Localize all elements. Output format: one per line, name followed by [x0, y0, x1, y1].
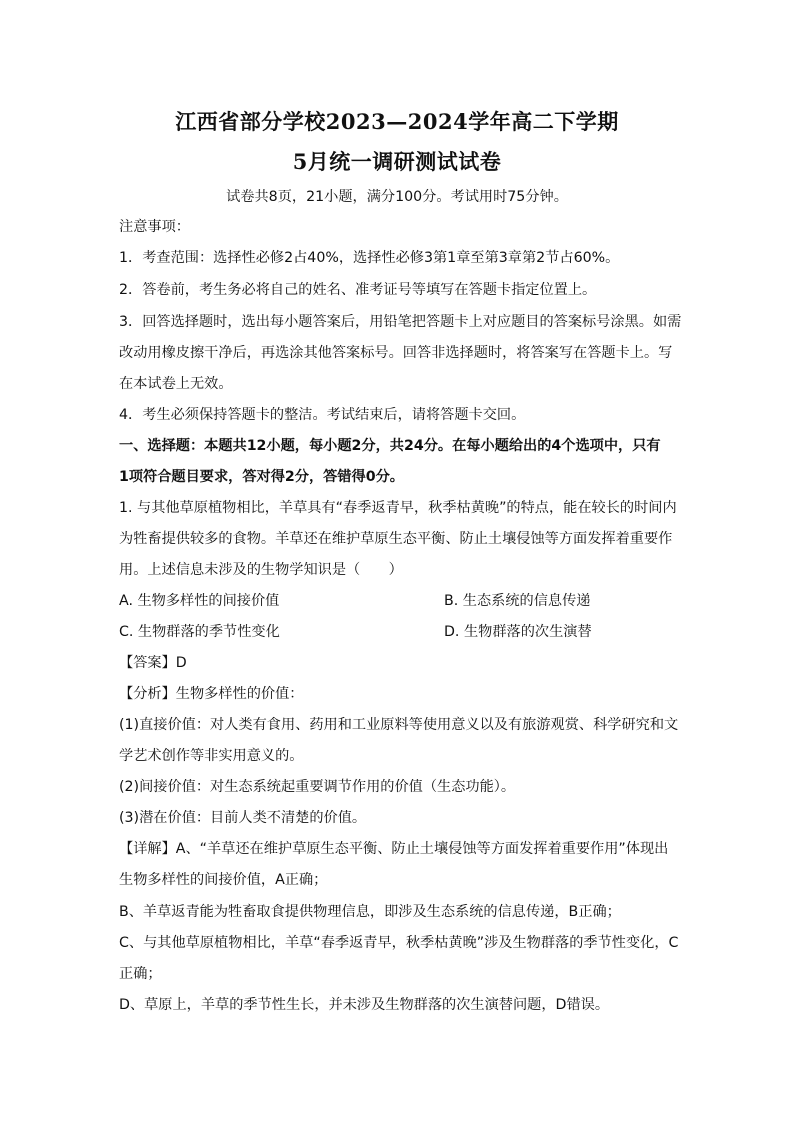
note-item: 4．考生必须保持答题卡的整洁。考试结束后，请将答题卡交回。 — [119, 407, 526, 423]
exam-title-line1: 江西省部分学校2023—2024学年高二下学期 — [175, 109, 619, 134]
option-a: A. 生物多样性的间接价值 — [119, 593, 280, 609]
section-heading: 一、选择题：本题共12小题，每小题2分，共24分。在每小题给出的4个选项中，只有 — [119, 438, 661, 454]
option-c: C. 生物群落的季节性变化 — [119, 624, 280, 640]
analysis-line: (2)间接价值：对生态系统起重要调节作用的价值（生态功能）。 — [119, 779, 516, 795]
exam-title-line2: 5月统一调研测试试卷 — [292, 149, 502, 174]
note-item: 1．考查范围：选择性必修2占40%，选择性必修3第1章至第3章第2节占60%。 — [119, 250, 620, 266]
question-stem: 1. 与其他草原植物相比，羊草具有“春季返青早，秋季枯黄晚”的特点，能在较长的时间内 — [119, 500, 677, 516]
detail-line: C、与其他草原植物相比，羊草“春季返青早，秋季枯黄晚”涉及生物群落的季节性变化，C — [119, 935, 679, 951]
answer-line: 【答案】D — [119, 655, 187, 671]
note-item: 在本试卷上无效。 — [119, 376, 233, 392]
note-item: 改动用橡皮擦干净后，再选涂其他答案标号。回答非选择题时，将答案写在答题卡上。写 — [119, 345, 673, 361]
detail-line: 正确； — [119, 966, 162, 982]
detail-line: B、羊草返青能为牲畜取食提供物理信息，即涉及生态系统的信息传递，B正确； — [119, 904, 621, 920]
analysis-line: 【分析】生物多样性的价值： — [119, 686, 304, 702]
option-b: B. 生态系统的信息传递 — [444, 593, 591, 609]
detail-line: 【详解】A、“羊草还在维护草原生态平衡、防止土壤侵蚀等方面发挥着重要作用”体现出 — [119, 841, 669, 857]
question-stem: 为牲畜提供较多的食物。羊草还在维护草原生态平衡、防止土壤侵蚀等方面发挥着重要作 — [119, 531, 673, 547]
note-item: 3．回答选择题时，选出每小题答案后，用铅笔把答题卡上对应题目的答案标号涂黑。如需 — [119, 314, 682, 330]
section-heading-cont: 1项符合题目要求，答对得2分，答错得0分。 — [119, 469, 404, 485]
exam-subtitle: 试卷共8页，21小题，满分100分。考试用时75分钟。 — [226, 189, 568, 205]
detail-line: D、草原上，羊草的季节性生长，并未涉及生物群落的次生演替问题，D错误。 — [119, 997, 610, 1013]
option-d: D. 生物群落的次生演替 — [444, 624, 592, 640]
analysis-line: (3)潜在价值：目前人类不清楚的价值。 — [119, 810, 367, 826]
question-stem: 用。上述信息未涉及的生物学知识是（ ） — [119, 562, 403, 578]
notes-heading: 注意事项： — [119, 219, 190, 235]
analysis-line: (1)直接价值：对人类有食用、药用和工业原料等使用意义以及有旅游观赏、科学研究和文 — [119, 717, 679, 733]
analysis-line: 学艺术创作等非实用意义的。 — [119, 748, 304, 764]
detail-line: 生物多样性的间接价值，A正确； — [119, 872, 328, 888]
note-item: 2．答卷前，考生务必将自己的姓名、准考证号等填写在答题卡指定位置上。 — [119, 282, 597, 298]
